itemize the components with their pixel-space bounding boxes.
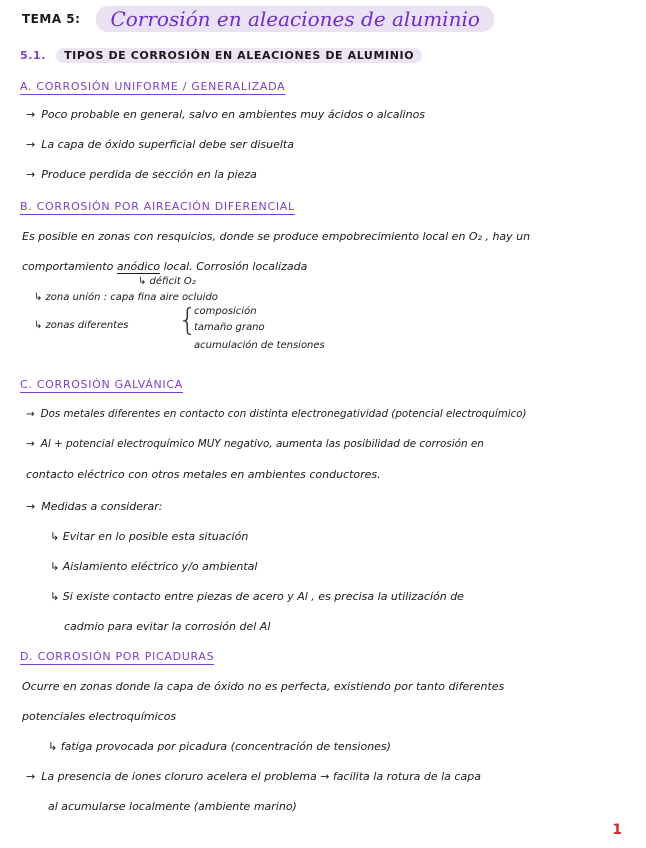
arrow-icon: → xyxy=(26,500,36,513)
sec-b-line-2 xyxy=(22,260,307,273)
heading-sec-a xyxy=(20,80,285,93)
sec-c-m3b: cadmio para evitar la corrosión del Al xyxy=(64,620,271,633)
sec-c-line-2-text: Al + potencial electroquímico MUY negativo, aumenta las posibilidad de corrosión en xyxy=(40,438,484,450)
sec-c-line-1 xyxy=(26,408,527,420)
sec-d-line-2: potenciales electroquímicos xyxy=(22,710,177,723)
zonas-diferentes: ↳ zonas diferentes xyxy=(34,320,129,331)
title-row xyxy=(22,6,494,32)
heading-sec-c xyxy=(20,378,183,391)
sec-c-line-1-text: Dos metales diferentes en contacto con distinta electronegatividad (potencial electroquímico) xyxy=(40,408,527,420)
zona-union: ↳ zona unión : capa fina aire ocluido xyxy=(34,292,218,303)
heading-sec-d-text: D. CORROSIÓN POR PICADURAS xyxy=(20,650,215,663)
arrow-icon: → xyxy=(26,108,36,121)
sec-c-line-3: contacto eléctrico con otros metales en ambientes conductores. xyxy=(26,468,381,481)
arrow-icon: → xyxy=(26,438,35,450)
sec-c-m3a: ↳ Si existe contacto entre piezas de acero y Al , es precisa la utilización de xyxy=(50,590,464,603)
sec-a-item-3-text: Produce perdida de sección en la pieza xyxy=(41,168,257,181)
sec-b-anodico: anódico xyxy=(116,260,161,273)
heading-sec-b xyxy=(20,200,295,213)
heading-sec-a-text: A. CORROSIÓN UNIFORME / GENERALIZADA xyxy=(20,80,286,93)
sec-c-m1: ↳ Evitar en lo posible esta situación xyxy=(50,530,249,543)
sec-a-item-2-text: La capa de óxido superficial debe ser disuelta xyxy=(41,138,294,151)
sec-b-line-2-post: local. Corrosión localizada xyxy=(163,260,308,273)
arrow-icon: → xyxy=(26,408,35,420)
sec-a-item-3 xyxy=(26,168,257,181)
sec-c-m2: ↳ Aislamiento eléctrico y/o ambiental xyxy=(50,560,258,573)
sec-c-measures xyxy=(26,500,162,513)
heading-sec-c-text: C. CORROSIÓN GALVÁNICA xyxy=(20,378,183,391)
section-title: TIPOS DE CORROSIÓN EN ALEACIONES DE ALUMINIO xyxy=(56,48,422,63)
heading-sec-d xyxy=(20,650,214,663)
sec-d-line-3 xyxy=(26,770,481,783)
sec-d-fatiga: ↳ fatiga provocada por picadura (concentración de tensiones) xyxy=(48,740,391,753)
sec-a-item-1 xyxy=(26,108,425,121)
sec-d-line-1: Ocurre en zonas donde la capa de óxido no es perfecta, existiendo por tanto diferentes xyxy=(22,680,505,693)
sec-b-line-1: Es posible en zonas con resquicios, donde se produce empobrecimiento local en O₂ , hay un xyxy=(22,230,531,243)
sec-b-line-2-pre: comportamiento xyxy=(22,260,114,273)
brace-icon: { xyxy=(178,303,198,338)
sec-d-line-3-text: La presencia de iones cloruro acelera el problema → facilita la rotura de la capa xyxy=(41,770,481,783)
sec-c-line-2 xyxy=(26,438,484,450)
page-number: 1 xyxy=(612,822,622,838)
page-title: Corrosión en aleaciones de aluminio xyxy=(96,6,493,32)
heading-sec-b-text: B. CORROSIÓN POR AIREACIÓN DIFERENCIAL xyxy=(20,200,295,213)
arrow-icon: → xyxy=(26,168,36,181)
arrow-icon: → xyxy=(26,138,36,151)
sec-a-item-2 xyxy=(26,138,294,151)
arrow-icon: → xyxy=(26,770,36,783)
zonas-item-2: tamaño grano xyxy=(194,322,265,333)
tema-label: TEMA 5: xyxy=(22,12,81,26)
deficit-note: ↳ déficit O₂ xyxy=(138,276,196,287)
section-title-row xyxy=(20,48,422,63)
sec-a-item-1-text: Poco probable en general, salvo en ambientes muy ácidos o alcalinos xyxy=(41,108,426,121)
zonas-item-3: acumulación de tensiones xyxy=(194,340,325,351)
zonas-item-1: composición xyxy=(194,306,257,317)
sec-c-measures-text: Medidas a considerar: xyxy=(41,500,163,513)
sec-d-line-4: al acumularse localmente (ambiente marino) xyxy=(48,800,297,813)
section-number: 5.1. xyxy=(20,49,47,62)
